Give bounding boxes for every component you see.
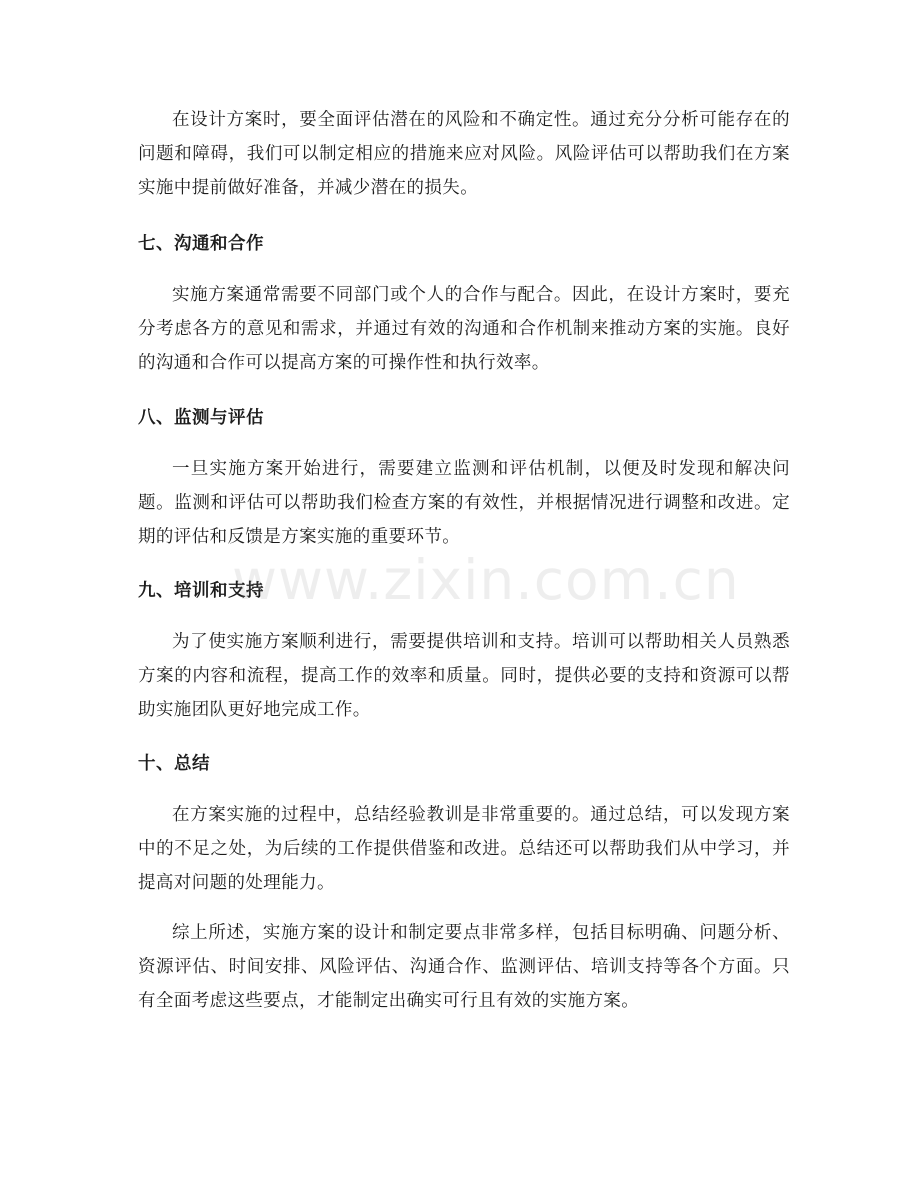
paragraph-summary: 在方案实施的过程中，总结经验教训是非常重要的。通过总结，可以发现方案中的不足之处，为后续的工作提供借鉴和改进。总结还可以帮助我们从中学习，并提高对问题的处理能力。 <box>138 805 790 893</box>
paragraph-conclusion: 综上所述，实施方案的设计和制定要点非常多样，包括目标明确、问题分析、资源评估、时间安排、风险评估、沟通合作、监测评估、培训支持等各个方面。只有全面考虑这些要点，才能制定出确实可行且有效的实施方案。 <box>138 923 790 1011</box>
paragraph-training: 为了使实施方案顺利进行，需要提供培训和支持。培训可以帮助相关人员熟悉方案的内容和流程，提高工作的效率和质量。同时，提供必要的支持和资源可以帮助实施团队更好地完成工作。 <box>138 632 790 720</box>
section-heading-training: 九、培训和支持 <box>138 581 264 601</box>
section-heading-monitoring: 八、监测与评估 <box>138 408 264 428</box>
watermark-text: www.zixin.com.cn <box>232 548 740 612</box>
section-heading-communication: 七、沟通和合作 <box>138 234 264 254</box>
paragraph-risk-assessment: 在设计方案时，要全面评估潜在的风险和不确定性。通过充分分析可能存在的问题和障碍，我们可以制定相应的措施来应对风险。风险评估可以帮助我们在方案实施中提前做好准备，并减少潜在的损失。 <box>138 110 790 198</box>
paragraph-communication: 实施方案通常需要不同部门或个人的合作与配合。因此，在设计方案时，要充分考虑各方的意见和需求，并通过有效的沟通和合作机制来推动方案的实施。良好的沟通和合作可以提高方案的可操作性和执行效率。 <box>138 285 790 373</box>
section-heading-summary: 十、总结 <box>138 754 210 774</box>
paragraph-monitoring: 一旦实施方案开始进行，需要建立监测和评估机制，以便及时发现和解决问题。监测和评估可以帮助我们检查方案的有效性，并根据情况进行调整和改进。定期的评估和反馈是方案实施的重要环节。 <box>138 459 790 547</box>
